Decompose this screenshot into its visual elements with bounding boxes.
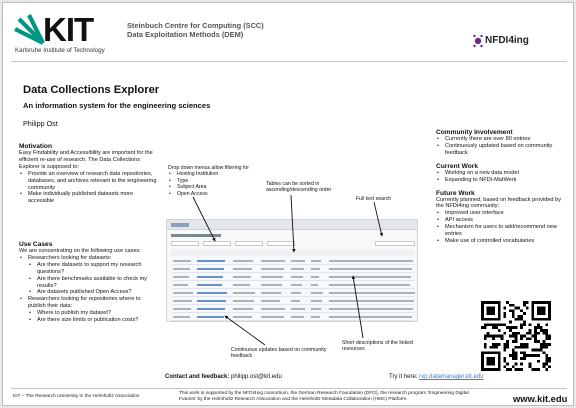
table-cell [261, 300, 280, 302]
table-cell [311, 276, 319, 278]
annotation-dropdown-list [168, 171, 278, 197]
author-name: Philipp Ost [23, 119, 58, 128]
kit-wordmark: KIT [43, 11, 94, 48]
table-cell [329, 292, 415, 294]
table-cell [311, 300, 322, 302]
list-item: • Provide an overview of research data repositories, databases, and archives relevant to the engineering community [19, 171, 159, 192]
use-cases-list [19, 255, 159, 324]
footer-website[interactable]: www.kit.edu [513, 393, 568, 404]
table-cell [173, 268, 190, 270]
community-heading: Community Involvement [436, 129, 513, 136]
list-item [19, 296, 159, 324]
table-row [171, 266, 415, 273]
app-screenshot-logo [171, 223, 189, 227]
table-cell [233, 268, 252, 270]
table-cell [233, 276, 251, 278]
poster [2, 2, 574, 406]
table-cell [261, 268, 284, 270]
annotation-dropdown [168, 165, 278, 197]
contact-line [165, 374, 282, 380]
poster-subtitle: An information system for the engineering sciences [23, 101, 211, 110]
contact-email-link[interactable]: philipp.ost@kit.edu [231, 374, 282, 380]
motivation-list [19, 171, 159, 206]
current-work-heading: Current Work [436, 162, 479, 170]
table-cell [311, 260, 321, 262]
list-item: • Hosting Institution [168, 171, 278, 177]
table-cell [329, 268, 412, 270]
current-work-section [436, 163, 566, 184]
table-cell [173, 292, 193, 294]
table-cell [329, 260, 413, 262]
use-case-sublist [28, 262, 159, 297]
list-item: • API access [436, 217, 566, 224]
table-cell [261, 292, 281, 294]
table-cell [197, 276, 223, 278]
list-item [19, 255, 159, 296]
list-item: • Expanding to NFDI-MatWerk [436, 177, 566, 184]
table-cell [233, 292, 255, 294]
table-row [171, 282, 415, 289]
dem-title: Data Exploitation Methods (DEM) [127, 30, 244, 39]
scc-title: Steinbuch Centre for Computing (SCC) [127, 21, 264, 30]
table-cell [261, 308, 285, 310]
table-cell [261, 316, 284, 318]
table-cell [173, 300, 192, 302]
annotation-search: Full text search [356, 196, 392, 202]
table-cell [329, 308, 413, 310]
nfdi4ing-wordmark: NFDI4ing [485, 35, 529, 46]
table-cell [233, 316, 252, 318]
table-cell [291, 292, 301, 294]
community-list [436, 136, 566, 157]
app-screenshot-navbar [167, 220, 417, 230]
try-it-link[interactable]: rxp.datamanager.kit.edu [419, 374, 484, 380]
try-it-line [389, 374, 484, 380]
annotation-sort: Tables can be sorted in ascending/descending order [266, 181, 332, 194]
table-cell [329, 300, 414, 302]
use-cases-section [19, 241, 159, 324]
annotation-dropdown-heading: Drop down menus allow filtering for [168, 165, 250, 171]
future-work-text: Currently planned, based on feedback provided by the NFDI4ing community: [436, 196, 562, 210]
table-cell [311, 316, 320, 318]
list-item: • Are there size limits or publication costs? [28, 317, 159, 324]
app-screenshot-filter [267, 241, 295, 246]
table-cell [197, 284, 222, 286]
table-cell [261, 284, 282, 286]
table-cell [291, 284, 302, 286]
list-item: • Are there benchmarks available to check my results? [28, 276, 159, 290]
table-cell [233, 284, 250, 286]
table-cell [311, 284, 318, 286]
table-cell [329, 276, 411, 278]
table-cell [233, 308, 253, 310]
table-cell [197, 268, 224, 270]
motivation-text: Easy Findability and Accessibility are important for the efficient re-use of research. The Data Collections Explorer is supposed to: [19, 150, 153, 170]
app-screenshot-heading [171, 234, 221, 237]
footer-divider [11, 388, 567, 389]
future-work-heading: Future Work [436, 189, 475, 197]
right-column [436, 129, 566, 251]
table-row [171, 274, 415, 281]
table-cell [291, 276, 303, 278]
app-screenshot-filter [203, 241, 231, 246]
list-item: • Are datasets published Open Access? [28, 289, 159, 296]
footer-institution: KIT – The Research University in the Helmholtz Association [13, 394, 140, 399]
list-item: • Make use of controlled vocabularies [436, 238, 566, 245]
kit-logo-arcs-icon [13, 13, 45, 45]
list-item: • Are there datasets to support my research questions? [28, 262, 159, 276]
annotation-updates: Continuous updates based on community feedback [231, 347, 327, 360]
list-item: • Currently there are over 80 entries [436, 136, 566, 143]
table-cell [329, 316, 412, 318]
table-cell [173, 284, 188, 286]
list-item: • Make individually published datasets more accessible [19, 191, 159, 205]
use-case-label: Researchers looking for datasets: [28, 254, 112, 261]
motivation-section [19, 143, 159, 205]
table-cell [311, 292, 323, 294]
current-work-list [436, 170, 566, 184]
list-item: • Mechanism for users to add/recommend new entries [436, 224, 566, 238]
use-cases-heading: Use Cases [19, 241, 53, 248]
app-screenshot-search-box [375, 241, 415, 246]
list-item: • Working on a new data model [436, 170, 566, 177]
table-cell [291, 300, 300, 302]
table-cell [329, 284, 410, 286]
table-row [171, 314, 415, 321]
future-work-section [436, 190, 566, 245]
table-cell [197, 300, 226, 302]
table-cell [261, 260, 285, 262]
future-work-list [436, 210, 566, 245]
list-item: • Continuously updated based on community feedback [436, 143, 566, 157]
table-cell [311, 268, 320, 270]
app-screenshot [166, 219, 418, 322]
table-cell [173, 316, 190, 318]
table-cell [173, 276, 189, 278]
use-case-label: Researchers looking for repositories where to publish their data: [28, 296, 141, 310]
table-cell [291, 308, 305, 310]
table-cell [291, 260, 305, 262]
annotation-descriptions: Short descriptions of the linked resources [342, 340, 413, 353]
app-screenshot-filter [171, 241, 199, 246]
table-cell [291, 316, 304, 318]
table-cell [311, 308, 321, 310]
table-cell [233, 260, 253, 262]
list-item: • Subject Area [168, 184, 278, 190]
table-row [171, 298, 415, 305]
header-divider [11, 61, 567, 62]
kit-subline: Karlsruhe Institute of Technology [15, 47, 105, 54]
table-row [171, 258, 415, 265]
use-case-sublist [28, 310, 159, 324]
poster-title: Data Collections Explorer [23, 84, 160, 96]
table-row [171, 306, 415, 313]
app-screenshot-filter [235, 241, 263, 246]
contact-label: Contact and feedback: [165, 374, 230, 380]
table-cell [291, 268, 304, 270]
table-cell [173, 308, 191, 310]
table-cell [233, 300, 254, 302]
table-row [171, 290, 415, 297]
community-section [436, 129, 566, 157]
motivation-heading: Motivation [19, 143, 52, 150]
list-item: • Open Access [168, 191, 278, 197]
table-cell [261, 276, 283, 278]
qr-code-icon [481, 301, 551, 371]
list-item: • Improved user interface [436, 210, 566, 217]
list-item: • Where to publish my dataset? [28, 310, 159, 317]
table-cell [197, 260, 225, 262]
table-cell [197, 292, 227, 294]
table-cell [173, 260, 191, 262]
app-screenshot-table-header [171, 250, 415, 256]
use-cases-text: We are concentrating on the following use cases: [19, 248, 141, 254]
list-item: • Type [168, 178, 278, 184]
table-cell [197, 316, 224, 318]
table-cell [197, 308, 225, 310]
try-it-label: Try it here: [389, 374, 418, 380]
footer-funding-note: This work is supported by the NFDI4ing consortium, the German Research Foundation (DFG), the research program 'Engineering Digital Futures' by the Helmholtz Research Association and the Helmholtz Metadata Collaboration (HMC) Platform. [179, 391, 469, 402]
